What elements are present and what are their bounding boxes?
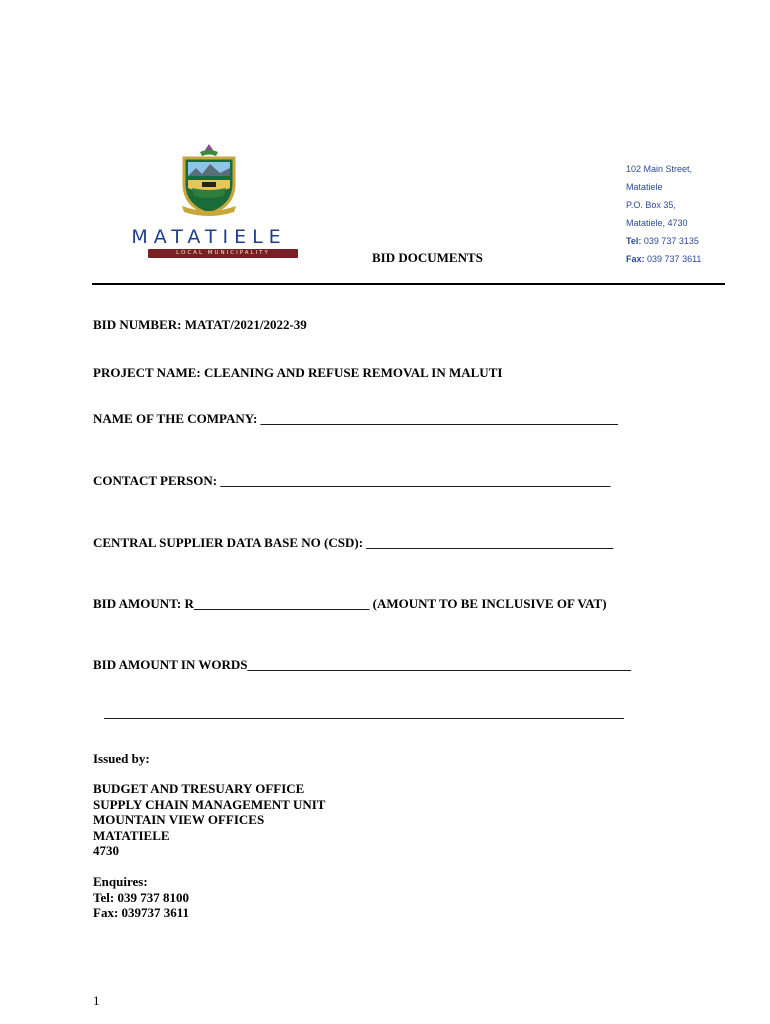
address-block xyxy=(626,160,701,268)
project-name: PROJECT NAME: CLEANING AND REFUSE REMOVAL IN MALUTI xyxy=(93,365,503,380)
tel-line xyxy=(626,232,701,250)
address-line: P.O. Box 35, xyxy=(626,200,676,210)
crest-icon xyxy=(178,144,240,222)
tel-value: 039 737 3135 xyxy=(643,236,699,246)
enquiries-fax: Fax: 039737 3611 xyxy=(93,905,190,920)
brand-name: MATATIELE xyxy=(131,226,287,248)
tel-label: Tel: xyxy=(626,236,642,246)
bid-number: BID NUMBER: MATAT/2021/2022-39 xyxy=(93,317,307,332)
enquiries-block xyxy=(93,874,189,921)
address-line: Matatiele xyxy=(626,182,663,192)
issuer-line: SUPPLY CHAIN MANAGEMENT UNIT xyxy=(93,796,326,812)
bid-amount-words-field: BID AMOUNT IN WORDS___________________________________________________________ xyxy=(93,657,631,672)
issuer-line: BUDGET AND TRESUARY OFFICE xyxy=(93,781,305,796)
address-line: Matatiele, 4730 xyxy=(626,218,688,228)
csd-number-field: CENTRAL SUPPLIER DATA BASE NO (CSD): ______________________________________ xyxy=(93,535,614,550)
enquiries-tel: Tel: 039 737 8100 xyxy=(93,889,189,905)
bid-amount-words-continuation: ________________________________________________________________________________ xyxy=(104,705,624,720)
fax-value: 039 737 3611 xyxy=(647,254,702,264)
contact-person-field: CONTACT PERSON: ____________________________________________________________ xyxy=(93,473,611,488)
fax-line xyxy=(626,250,701,268)
page-number: 1 xyxy=(93,993,100,1008)
address-line: 102 Main Street, xyxy=(626,164,693,174)
bid-amount-field: BID AMOUNT: R___________________________ (AMOUNT TO BE INCLUSIVE OF VAT) xyxy=(93,596,607,611)
issuer-line: MOUNTAIN VIEW OFFICES xyxy=(93,812,265,827)
issuer-line: 4730 xyxy=(93,843,119,858)
enquiries-label: Enquires: xyxy=(93,874,148,889)
company-name-field: NAME OF THE COMPANY: _______________________________________________________ xyxy=(93,411,619,426)
issuer-line: MATATIELE xyxy=(93,827,170,843)
header-divider xyxy=(92,283,725,285)
municipality-logo xyxy=(118,138,300,263)
fax-label: Fax: xyxy=(626,254,645,264)
issued-by-label: Issued by: xyxy=(93,751,150,766)
issued-by-block xyxy=(93,781,325,859)
document-title: BID DOCUMENTS xyxy=(372,250,483,265)
brand-subtitle: LOCAL MUNICIPALITY xyxy=(176,250,270,256)
